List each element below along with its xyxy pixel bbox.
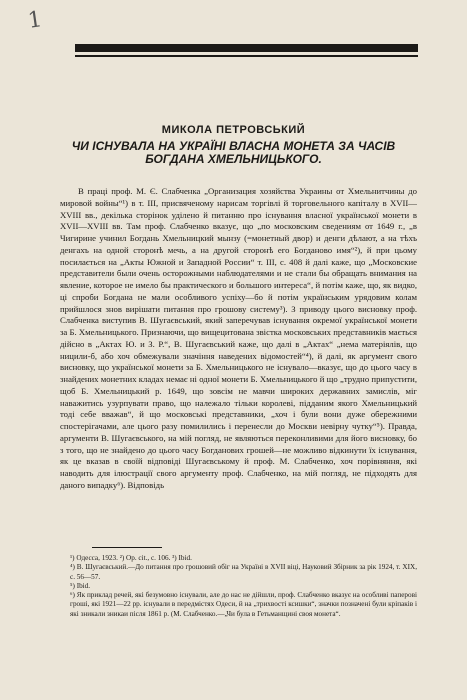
- author-name: МИКОЛА ПЕТРОВСЬКИЙ: [161, 124, 306, 136]
- footnote-6: ⁶) Як приклад речей, які безумовно існували, але до нас не дійшли, проф. Слабченко вказує на особливі паперові гроші, які 1921—22 рр. існували в передмістях Одеси, й на „трихвості ксишки“, значки позначені були кріпаків і які зникали зникаи після 1861 р. (М. Слабченко.—„Чи була в Гетьманщині своя монета“.: [70, 591, 417, 618]
- footnote-1-3: ¹) Одесса, 1923. ²) Op. cit., с. 106. ³) Ibid.: [70, 554, 192, 562]
- margin-page-mark: 1: [26, 7, 44, 34]
- footnote-4: ⁴) В. Шугаєвський.—До питання про грошовий обіг на Україні в XVII віці, Науковий Збірник за рік 1924, т. XIX, с. 56—57.: [70, 563, 417, 581]
- article-title: ЧИ ІСНУВАЛА НА УКРАЇНІ ВЛАСНА МОНЕТА ЗА ЧАСІВ БОГДАНА ХМЕЛЬНИЦЬКОГО.: [71, 139, 396, 166]
- footnote-separator: [92, 547, 162, 548]
- footnotes: [70, 554, 417, 619]
- footnote-5: ⁵) Ibid.: [70, 581, 91, 590]
- article-body: [60, 186, 417, 492]
- header-thick-rule: [75, 44, 418, 52]
- body-paragraph: В праці проф. М. Є. Слабченка „Организация хозяйства Украины от Хмельнитчины до мировой войны“¹) в т. ІІІ, присвяченому нарисам торгівлі й торговельного капіталу в XVII—XVIII вв., декілька сторінок уділено й питанню про існування власної української монети в XVII—XVIII вв. Там проф. Слабченко вказує, що „по московским сведениям от 1649 г., „в Чигирине учинил Богдань Хмельницкий мынзу (=монетный двор) и денги дѣлают, а на тѣхъ денгахъ на одной сторонѣ мечь, а на другой сторонѣ его Богданово имя“²), й при цьому посилається на „Акты Южной и Западной России“ т. ІІІ, с. 408 й далі каже, що „Московские представители были очень осторожными наблюдателями и не стали бы обращать внимания на явление, которое не имело бы практического и большого интереса“, й потім каже, що, як видко, ці спроби Богдана не мали особливого успіху—бо й потім українським урядовим колам прийшлося знов вирішати питання про грошову систему³). З приводу цього висновку проф. Слабченка виступив В. Шугаєвський, який заперечував існування окремої української монети за Б. Хмельницького. Признаючи, що вищецитована звістка московських представників мається дійсно в „Актах Ю. и З. Р.“, В. Шугаєвський каже, що далі в „Актах“ „нема матеріялів, що ницили-б, або хоч обмежували значіння наведених відомостей“⁴), й далі, як аргумент свого висновку, що української монети за Б. Хмельницького не існувало—вказує, що до цього часу в знайдених монетних кладах немає ні одної монети Б. Хмельницького й що „трудно припустити, щоб Б. Хмельницький р. 1649, що зовсім не мавчи широких державних замислів, міг наважитись узурпувати право, що належало тільки королеві, підданим якого Хмельницький тоді себе вважав“, й що московські представники, „хоч і були вони дуже обережними спостерігачами, але цього разу помилились і перенесли до Москви невірну чутку“⁵). Правда, аргументи В. Шугаєвського, на мій погляд, не являються переконливими для його висновку, бо з того, що не знайдено до цього часу Богданових грошей—не можливо відкинути їх існування, як це вказав в своїй відповіді Шугаєвському й проф. М. Слабченко, хоч порівняння, які наводить для ілюстрації свого аргументу проф. Слабченко, на мій погляд, не підходять для даного випадку⁶). Відповідь: [60, 186, 417, 490]
- header-thin-rule: [75, 55, 418, 57]
